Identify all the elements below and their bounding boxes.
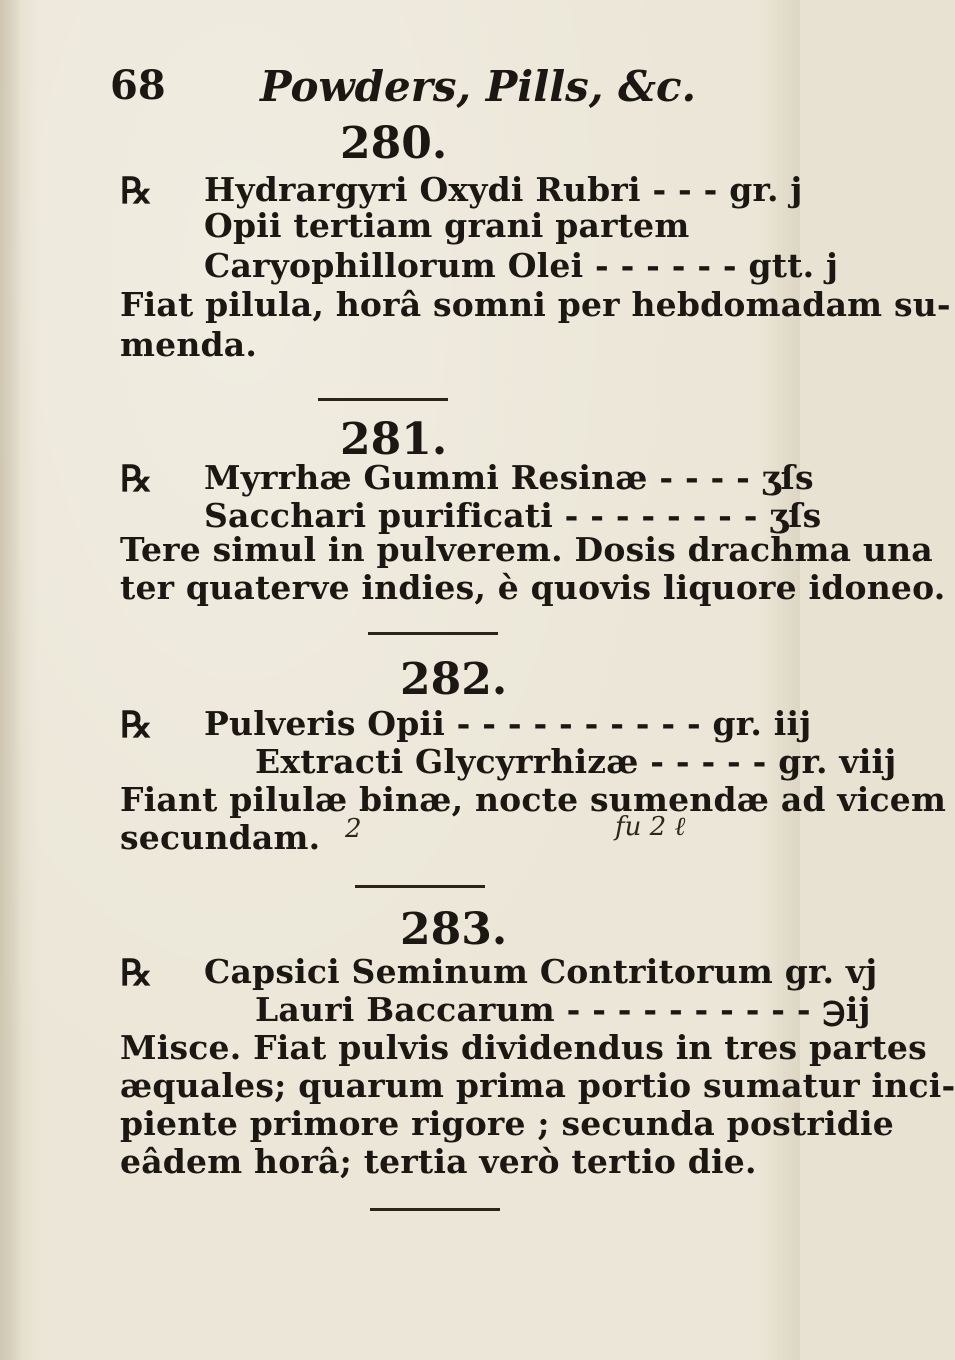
recipe-number: 283. [400,904,508,955]
ingredient-line: Sacchari purificati - - - - - - - - ʒſs [204,496,822,535]
ingredient-line: Caryophillorum Olei - - - - - - gtt. j [204,246,839,285]
direction-line: piente primore rigore ; secunda postridie [120,1104,894,1143]
direction-line: Misce. Fiat pulvis dividendus in tres partes [120,1028,927,1067]
direction-line: secundam. [120,818,321,857]
rx-symbol: ℞ [120,170,153,212]
recipe-number: 281. [340,414,448,465]
ingredient-line: Opii tertiam grani partem [204,206,690,245]
section-divider [318,398,448,401]
running-header [110,62,710,122]
ingredient-line: Hydrargyri Oxydi Rubri - - - gr. j [204,170,803,209]
rx-symbol: ℞ [120,704,153,746]
handwritten-mark: fu 2 ℓ [615,812,686,842]
recipe-number: 282. [400,654,508,705]
direction-line: Tere simul in pulverem. Dosis drachma una [120,530,933,569]
section-divider [368,632,498,635]
ingredient-line: Pulveris Opii - - - - - - - - - - gr. iij [204,704,812,743]
direction-line: ter quaterve indies, è quovis liquore idoneo. [120,568,946,607]
ingredient-line: Extracti Glycyrrhizæ - - - - - gr. viij [255,742,897,781]
rx-symbol: ℞ [120,458,153,500]
ingredient-line: Lauri Baccarum - - - - - - - - - - ℈ij [255,990,871,1029]
running-title: Powders, Pills, &c. [260,62,697,111]
section-divider [355,885,485,888]
page-edge-shadow [0,0,22,1360]
direction-line: menda. [120,325,258,364]
section-divider [370,1208,500,1211]
direction-line: æquales; quarum prima portio sumatur inci- [120,1066,955,1105]
ingredient-line: Myrrhæ Gummi Resinæ - - - - ʒſs [204,458,814,497]
handwritten-mark: 2 [345,814,362,844]
rx-symbol: ℞ [120,952,153,994]
direction-line: Fiat pilula, horâ somni per hebdomadam su- [120,285,951,324]
page-number: 68 [110,62,166,109]
direction-line: Fiant pilulæ binæ, nocte sumendæ ad vicem [120,780,947,819]
direction-line: eâdem horâ; tertia verò tertio die. [120,1142,757,1181]
recipe-number: 280. [340,118,448,169]
ingredient-line: Capsici Seminum Contritorum gr. vj [204,952,878,991]
